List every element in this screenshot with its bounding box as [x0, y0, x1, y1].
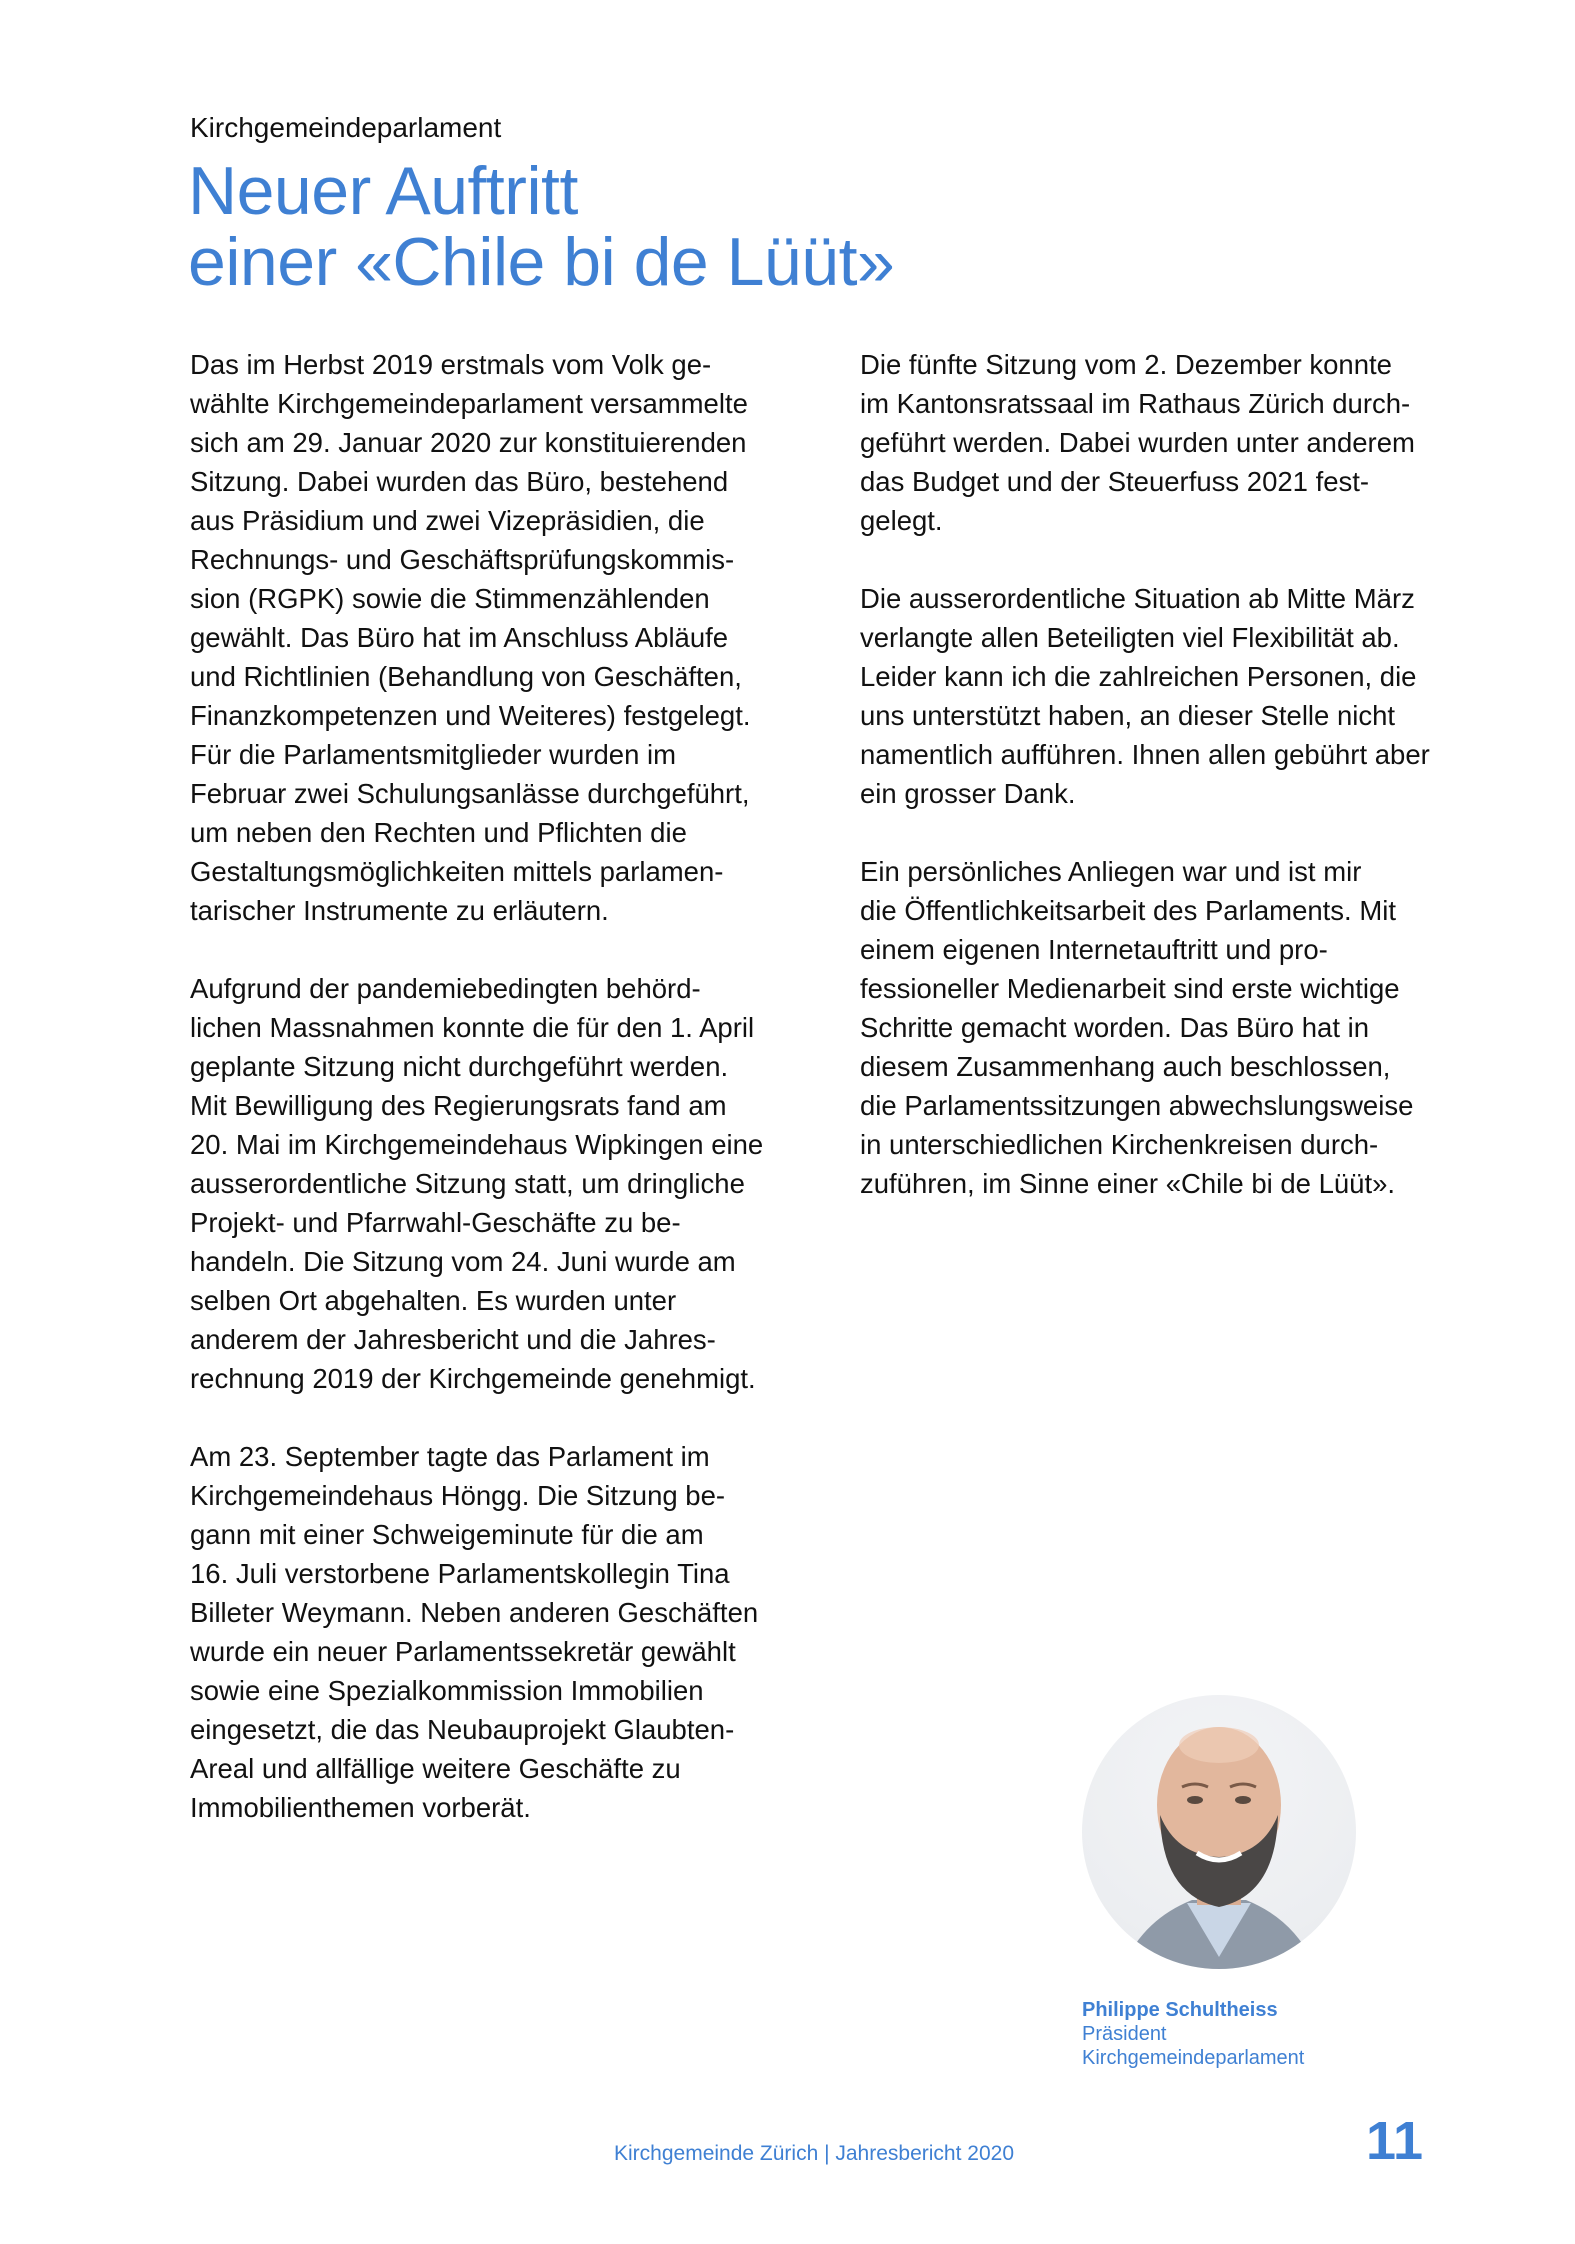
text-line: Februar zwei Schulungsanlässe durchgeführt,: [190, 778, 750, 809]
text-line: einem eigenen Internetauftritt und pro-: [860, 934, 1328, 965]
text-line: sich am 29. Januar 2020 zur konstituierenden: [190, 427, 747, 458]
text-line: gelegt.: [860, 505, 943, 536]
text-line: ein grosser Dank.: [860, 778, 1076, 809]
text-line: Das im Herbst 2019 erstmals vom Volk ge-: [190, 349, 712, 380]
body-paragraph: [860, 852, 1520, 1203]
text-line: uns unterstützt haben, an dieser Stelle nicht: [860, 700, 1396, 731]
text-line: Immobilienthemen vorberät.: [190, 1792, 531, 1823]
text-line: 16. Juli verstorbene Parlamentskollegin Tina: [190, 1558, 730, 1589]
text-line: sion (RGPK) sowie die Stimmenzählenden: [190, 583, 710, 614]
page-title: [188, 153, 895, 300]
body-paragraph: [190, 1437, 850, 1827]
title-line-1: Neuer Auftritt: [188, 153, 578, 229]
portrait-person-icon: [1082, 1695, 1356, 1969]
text-line: verlangte allen Beteiligten viel Flexibilität ab.: [860, 622, 1400, 653]
text-line: Schritte gemacht worden. Das Büro hat in: [860, 1012, 1370, 1043]
text-line: Sitzung. Dabei wurden das Büro, bestehend: [190, 466, 729, 497]
text-line: rechnung 2019 der Kirchgemeinde genehmigt.: [190, 1363, 756, 1394]
body-paragraph: [190, 345, 850, 930]
text-line: Mit Bewilligung des Regierungsrats fand am: [190, 1090, 727, 1121]
body-paragraph: [190, 969, 850, 1398]
text-line: Am 23. September tagte das Parlament im: [190, 1441, 710, 1472]
text-line: tarischer Instrumente zu erläutern.: [190, 895, 609, 926]
text-line: wurde ein neuer Parlamentssekretär gewählt: [190, 1636, 736, 1667]
text-line: zuführen, im Sinne einer «Chile bi de Lüüt».: [860, 1168, 1396, 1199]
text-line: Für die Parlamentsmitglieder wurden im: [190, 739, 677, 770]
text-line: um neben den Rechten und Pflichten die: [190, 817, 687, 848]
text-line: gewählt. Das Büro hat im Anschluss Abläufe: [190, 622, 729, 653]
text-line: Billeter Weymann. Neben anderen Geschäften: [190, 1597, 759, 1628]
text-line: selben Ort abgehalten. Es wurden unter: [190, 1285, 677, 1316]
title-line-2: einer «Chile bi de Lüüt»: [188, 224, 895, 300]
text-line: die Öffentlichkeitsarbeit des Parlaments. Mit: [860, 895, 1396, 926]
text-line: fessioneller Medienarbeit sind erste wichtige: [860, 973, 1400, 1004]
text-line: diesem Zusammenhang auch beschlossen,: [860, 1051, 1391, 1082]
text-line: Ein persönliches Anliegen war und ist mir: [860, 856, 1362, 887]
text-line: Kirchgemeindehaus Höngg. Die Sitzung be-: [190, 1480, 726, 1511]
text-line: Aufgrund der pandemiebedingten behörd-: [190, 973, 701, 1004]
text-line: ausserordentliche Sitzung statt, um dringliche: [190, 1168, 745, 1199]
text-line: namentlich aufführen. Ihnen allen gebührt aber: [860, 739, 1430, 770]
text-line: geführt werden. Dabei wurden unter anderem: [860, 427, 1415, 458]
caption-body: Kirchgemeindeparlament: [1082, 2047, 1305, 2069]
text-line: Projekt- und Pfarrwahl-Geschäfte zu be-: [190, 1207, 681, 1238]
page-number: 11: [1366, 2111, 1424, 2171]
footer-text: Kirchgemeinde Zürich | Jahresbericht 2020: [614, 2142, 1014, 2165]
section-kicker: Kirchgemeindeparlament: [190, 112, 502, 143]
body-paragraph: [860, 345, 1520, 540]
text-line: geplante Sitzung nicht durchgeführt werden.: [190, 1051, 729, 1082]
left-column: [190, 345, 850, 1866]
text-line: 20. Mai im Kirchgemeindehaus Wipkingen eine: [190, 1129, 764, 1160]
text-line: aus Präsidium und zwei Vizepräsidien, die: [190, 505, 705, 536]
text-line: handeln. Die Sitzung vom 24. Juni wurde am: [190, 1246, 736, 1277]
text-line: in unterschiedlichen Kirchenkreisen durch-: [860, 1129, 1379, 1160]
text-line: im Kantonsratssaal im Rathaus Zürich durch-: [860, 388, 1411, 419]
text-line: Die ausserordentliche Situation ab Mitte März: [860, 583, 1415, 614]
text-line: Finanzkompetenzen und Weiteres) festgelegt.: [190, 700, 751, 731]
text-line: Rechnungs- und Geschäftsprüfungskommis-: [190, 544, 735, 575]
text-line: Die fünfte Sitzung vom 2. Dezember konnte: [860, 349, 1392, 380]
portrait-caption: [1082, 1998, 1304, 2070]
text-line: anderem der Jahresbericht und die Jahres-: [190, 1324, 716, 1355]
text-line: wählte Kirchgemeindeparlament versammelte: [190, 388, 748, 419]
caption-role: Präsident: [1082, 2023, 1167, 2045]
text-line: Areal und allfällige weitere Geschäfte zu: [190, 1753, 681, 1784]
text-line: die Parlamentssitzungen abwechslungsweise: [860, 1090, 1414, 1121]
text-line: Gestaltungsmöglichkeiten mittels parlamen-: [190, 856, 724, 887]
text-line: das Budget und der Steuerfuss 2021 fest-: [860, 466, 1370, 497]
text-line: lichen Massnahmen konnte die für den 1. April: [190, 1012, 755, 1043]
text-line: und Richtlinien (Behandlung von Geschäften,: [190, 661, 742, 692]
caption-name: Philippe Schultheiss: [1082, 1999, 1278, 2021]
portrait-photo: [1082, 1695, 1356, 1969]
right-column: [860, 345, 1520, 1242]
text-line: eingesetzt, die das Neubauprojekt Glaubten-: [190, 1714, 735, 1745]
text-line: gann mit einer Schweigeminute für die am: [190, 1519, 704, 1550]
text-line: sowie eine Spezialkommission Immobilien: [190, 1675, 704, 1706]
text-line: Leider kann ich die zahlreichen Personen, die: [860, 661, 1417, 692]
body-paragraph: [860, 579, 1520, 813]
